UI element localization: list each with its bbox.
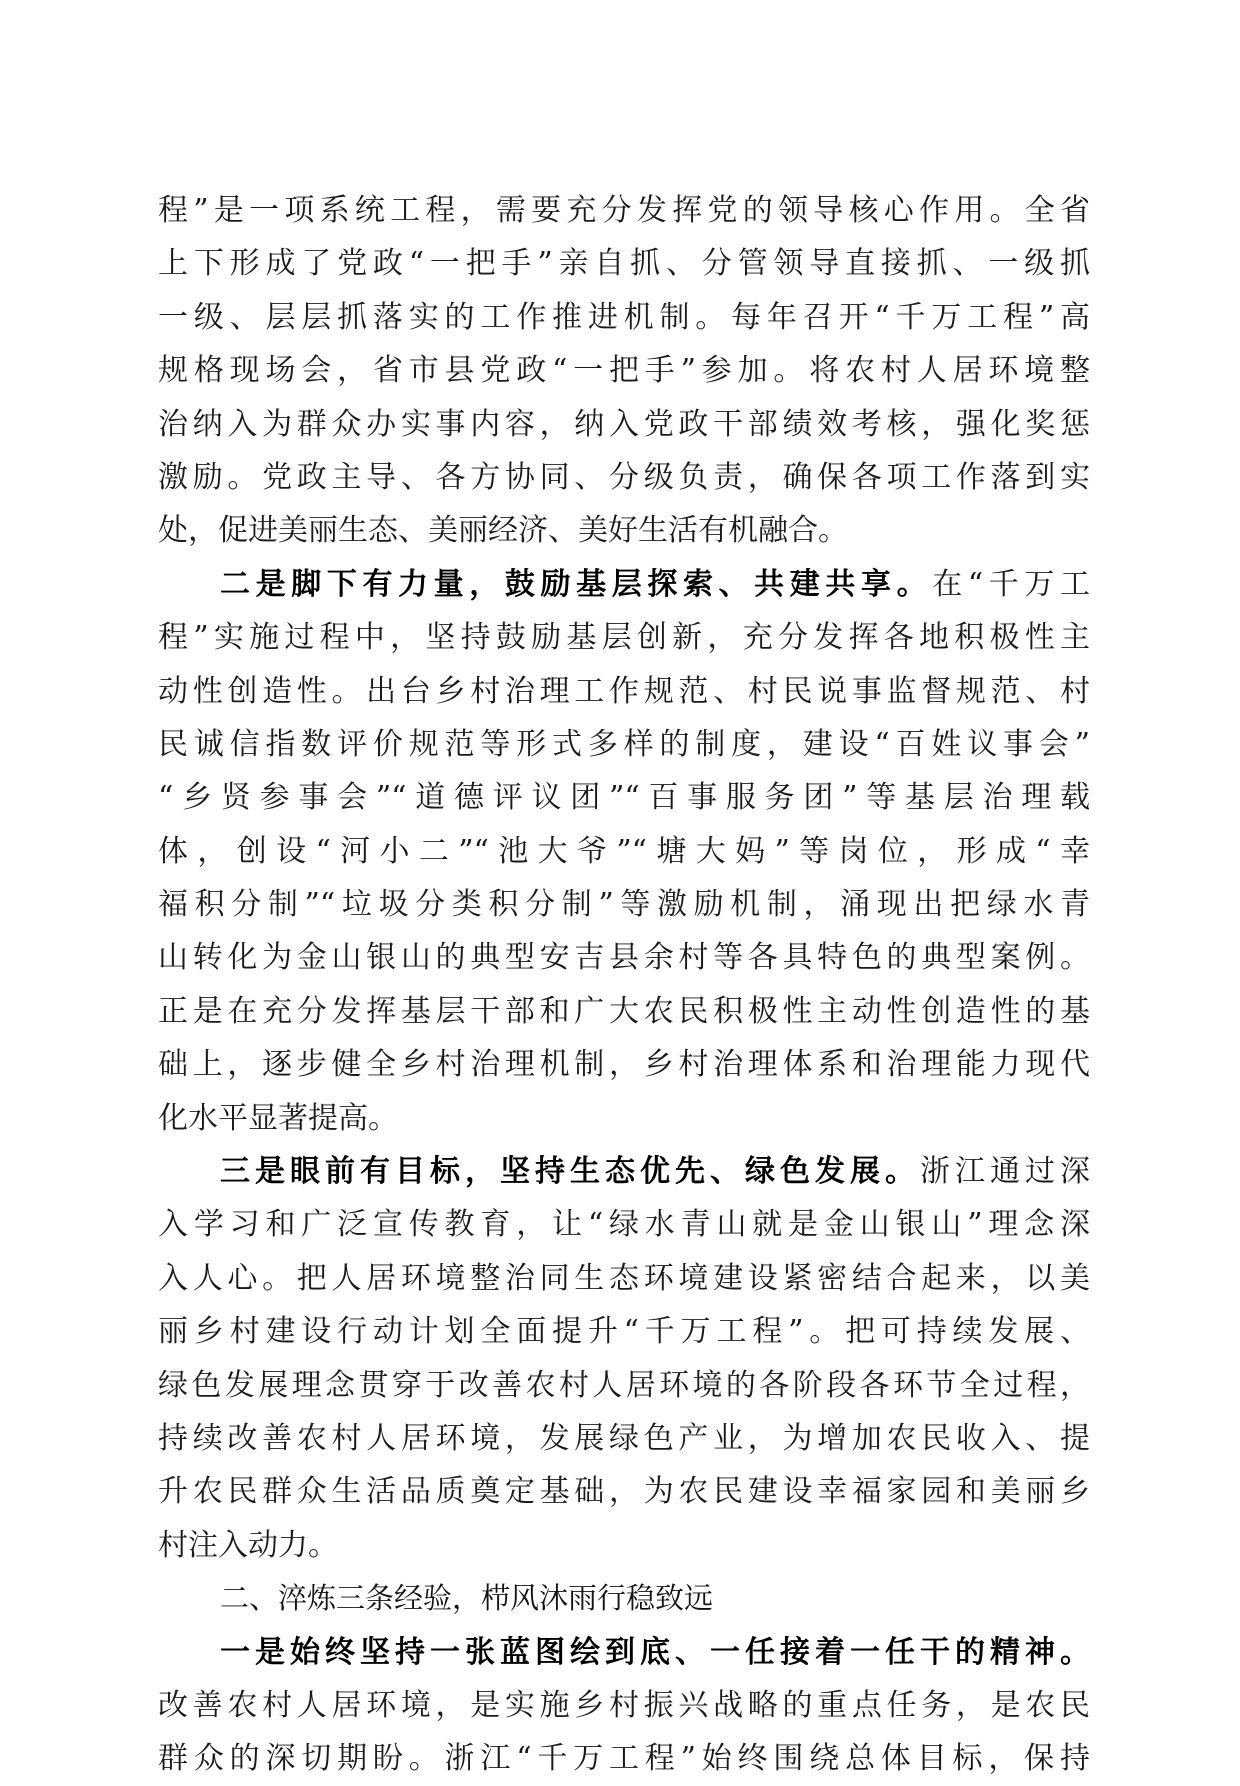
body-line: 丽乡村建设行动计划全面提升“千万工程”。把可持续发展、 <box>158 1314 1090 1350</box>
paragraph-four-lead <box>158 1626 1090 1679</box>
paragraph-two-first-line: 二是脚下有力量，鼓励基层探索、共建共享。在“千万工 <box>220 566 1090 602</box>
body-line: 一级、层层抓落实的工作推进机制。每年召开“千万工程”高 <box>158 299 1090 335</box>
paragraph-lead-bold: 二是脚下有力量，鼓励基层探索、共建共享。 <box>220 566 933 602</box>
body-line-paragraph-end: 处，促进美丽生态、美丽经济、美好生活有机融合。 <box>158 513 848 549</box>
body-line: 上下形成了党政“一把手”亲自抓、分管领导直接抓、一级抓 <box>158 246 1090 282</box>
body-line: 程”是一项系统工程，需要充分发挥党的领导核心作用。全省 <box>158 193 1090 228</box>
body-line: 持续改善农村人居环境，发展绿色产业，为增加农民收入、提 <box>158 1420 1090 1456</box>
body-line-paragraph-end: 村注入动力。 <box>158 1527 338 1563</box>
body-line: 正是在充分发挥基层干部和广大农民积极性主动性创造性的基 <box>158 993 1090 1029</box>
body-line: 础上，逐步健全乡村治理机制，乡村治理体系和治理能力现代 <box>158 1047 1090 1083</box>
paragraph-three-first-line: 三是眼前有目标，坚持生态优先、绿色发展。浙江通过深 <box>220 1154 1090 1190</box>
body-line: 绿色发展理念贯穿于改善农村人居环境的各阶段各环节全过程， <box>158 1367 1090 1403</box>
body-line: 治纳入为群众办实事内容，纳入党政干部绩效考核，强化奖惩 <box>158 406 1090 442</box>
section-heading: 二、淬炼三条经验，栉风沐雨行稳致远 <box>220 1581 714 1616</box>
body-line: 群众的深切期盼。浙江“千万工程”始终围绕总体目标，保持 <box>158 1741 1090 1777</box>
body-line: 规格现场会，省市县党政“一把手”参加。将农村人居环境整 <box>158 353 1090 389</box>
body-line: 福积分制”“垃圾分类积分制”等激励机制，涌现出把绿水青 <box>158 887 1090 923</box>
body-line: 动性创造性。出台乡村治理工作规范、村民说事监督规范、村 <box>158 673 1090 709</box>
body-line: 程”实施过程中，坚持鼓励基层创新，充分发挥各地积极性主 <box>158 620 1090 656</box>
body-line-paragraph-end: 化水平显著提高。 <box>158 1100 398 1136</box>
paragraph-lead-bold: 一是始终坚持一张蓝图绘到底、一任接着一任干的精神。 <box>220 1634 1090 1670</box>
body-line: 升农民群众生活品质奠定基础，为农民建设幸福家园和美丽乡 <box>158 1474 1090 1510</box>
document-body <box>158 184 1090 1786</box>
body-line: 民诚信指数评价规范等形式多样的制度，建设“百姓议事会” <box>158 726 1090 762</box>
body-line: 入学习和广泛宣传教育，让“绿水青山就是金山银山”理念深 <box>158 1207 1090 1243</box>
body-line: 激励。党政主导、各方协同、分级负责，确保各项工作落到实 <box>158 459 1090 495</box>
body-line: “乡贤参事会”“道德评议团”“百事服务团”等基层治理载 <box>158 780 1090 816</box>
body-line: 山转化为金山银山的典型安吉县余村等各具特色的典型案例。 <box>158 940 1090 976</box>
paragraph-lead-bold: 三是眼前有目标，坚持生态优先、绿色发展。 <box>220 1154 920 1190</box>
body-line: 体，创设“河小二”“池大爷”“塘大妈”等岗位，形成“幸 <box>158 833 1090 869</box>
body-line: 入人心。把人居环境整治同生态环境建设紧密结合起来，以美 <box>158 1260 1090 1296</box>
body-line: 改善农村人居环境，是实施乡村振兴战略的重点任务，是农民 <box>158 1687 1090 1723</box>
